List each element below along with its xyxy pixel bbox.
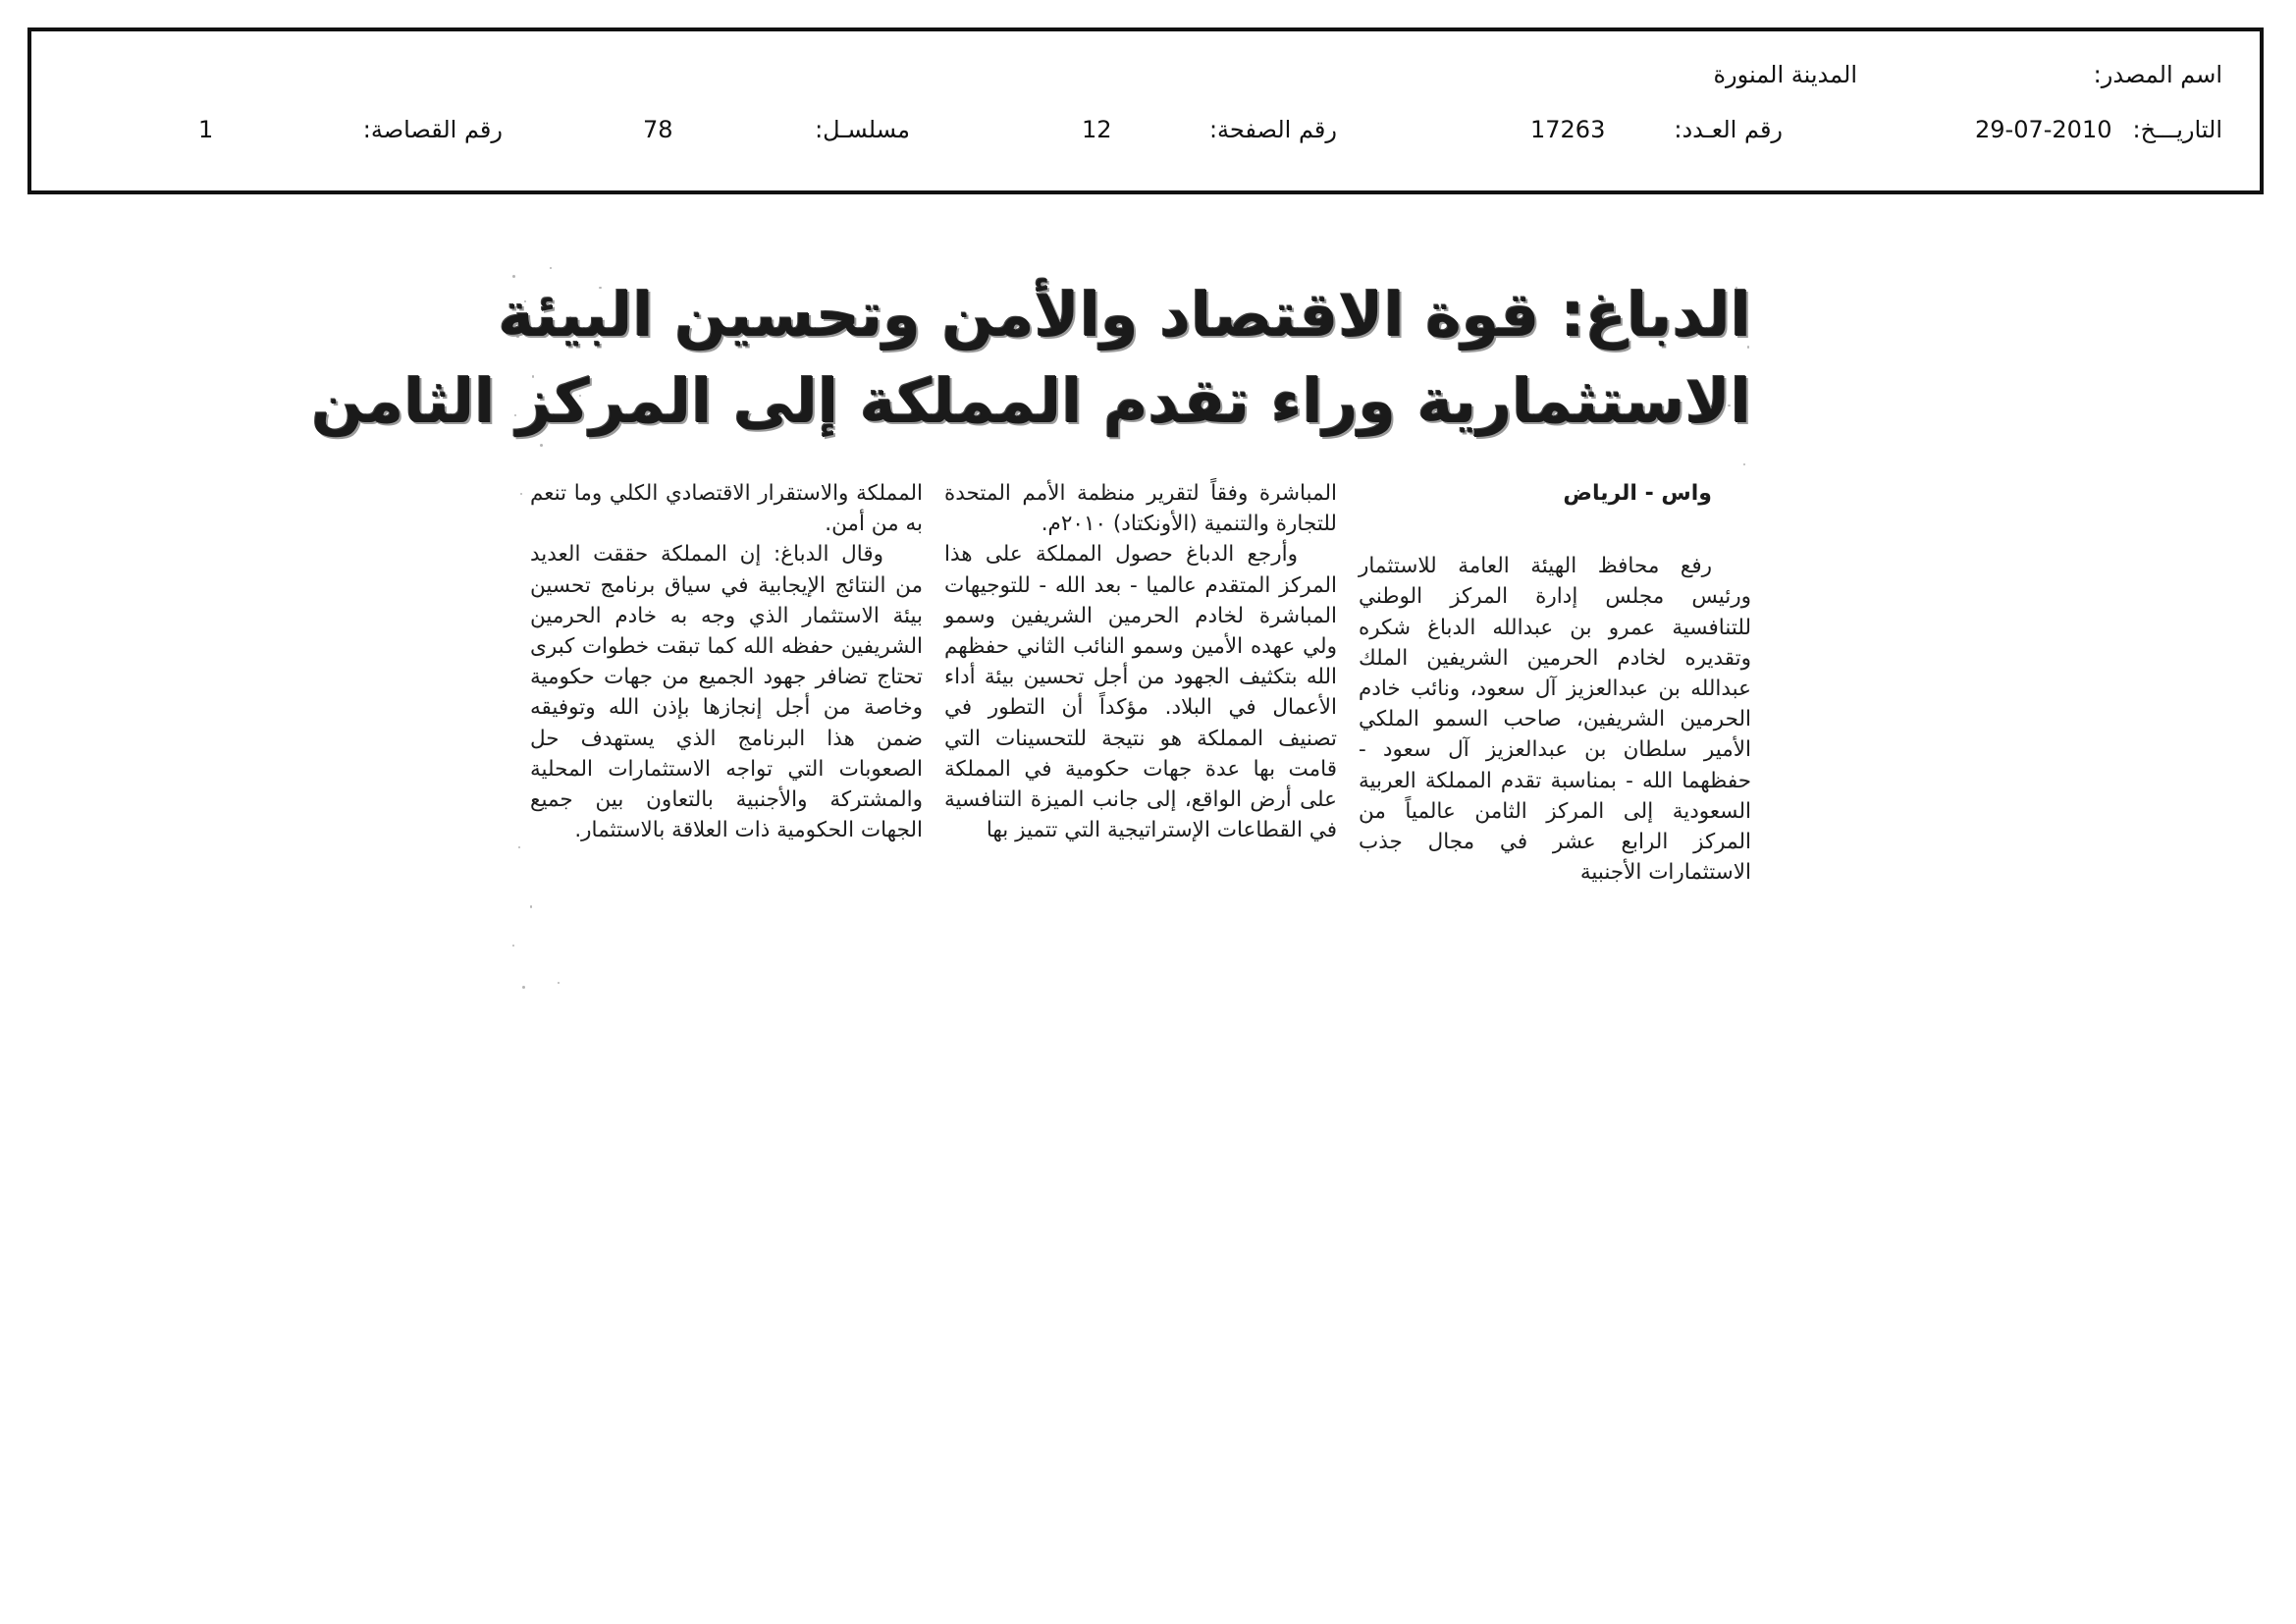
article-paragraph: وأرجع الدباغ حصول المملكة على هذا المركز المتقدم عالميا - بعد الله - للتوجيهات المباشرة لخادم الحرمين الشريفين وسمو ولي عهده الأمين وسمو النائب الثاني حفظهم الله بتكثيف الجهود من أجل تحسين بيئة أداء الأعمال في البلاد. مؤكداً أن التطور في تصنيف المملكة هو نتيجة للتحسينات التي قامت بها عدة جهات حكومية في المملكة على أرض الواقع، إلى جانب الميزة التنافسية في القطاعات الإستراتيجية التي تتميز بها [944,542,1337,843]
scan-speckle [520,493,522,495]
article-column-3 [530,478,923,845]
scan-speckle [530,905,532,908]
newspaper-clipping [311,257,1757,1000]
scan-speckle [558,982,560,984]
scan-speckle [1743,463,1745,465]
scan-speckle [550,267,552,269]
page-label: رقم الصفحة: [1208,116,1337,143]
clip-number-label: رقم القصاصة: [362,116,503,143]
article-paragraph: رفع محافظ الهيئة العامة للاستثمار ورئيس مجلس إدارة المركز الوطني للتنافسية عمرو بن عبدالله الدباغ شكره وتقديره لخادم الحرمين الشريفين الملك عبدالله بن عبدالعزيز آل سعود، ونائب خادم الحرمين الشريفين، صاحب السمو الملكي الأمير سلطان بن عبدالعزيز آل سعود - حفظهما الله - بمناسبة تقدم المملكة العربية السعودية إلى المركز الثامن عالمياً من المركز الرابع عشر في مجال جذب الاستثمارات الأجنبية [1359,554,1751,886]
serial-label: مسلسـل: [815,116,910,143]
headline-line-2: الاستثمارية وراء تقدم المملكة إلى المركز الثامن [311,365,1751,437]
clipping-metadata-box [27,27,2264,194]
article-column-1 [1359,478,1751,888]
clip-number-value: 1 [198,116,214,143]
date-label: التاريـــخ: [2132,116,2222,143]
page-value: 12 [1082,116,1112,143]
scan-speckle [512,275,515,278]
source-label: اسم المصدر: [2093,61,2222,88]
article-column-2 [944,478,1337,845]
scan-speckle [512,945,514,947]
scan-speckle [522,986,525,989]
issue-label: رقم العـدد: [1674,116,1783,143]
article-paragraph: وقال الدباغ: إن المملكة حققت العديد من النتائج الإيجابية في سياق برنامج تحسين بيئة الاستثمار الذي وجه به خادم الحرمين الشريفين حفظه الله كما تبقت خطوات كبرى تحتاج تضافر جهود الجميع من جهات حكومية وخاصة من أجل إنجازها بإذن الله وتوفيقه ضمن هذا البرنامج الذي يستهدف حل الصعوبات التي تواجه الاستثمارات المحلية والمشتركة والأجنبية بالتعاون بين جميع الجهات الحكومية ذات العلاقة بالاستثمار. [530,542,923,843]
article-paragraph: المباشرة وفقاً لتقرير منظمة الأمم المتحدة للتجارة والتنمية (الأونكتاد) ٢٠١٠م. [944,481,1337,537]
dateline: واس - الرياض [1563,481,1712,506]
article-paragraph: المملكة والاستقرار الاقتصادي الكلي وما تنعم به من أمن. [530,481,923,537]
scan-speckle [540,444,543,447]
serial-value: 78 [643,116,673,143]
date-value: 29-07-2010 [1975,116,2112,143]
scan-speckle [518,846,520,848]
issue-value: 17263 [1530,116,1606,143]
source-value: المدينة المنورة [1713,61,1857,88]
headline-line-1: الدباغ: قوة الاقتصاد والأمن وتحسين البيئة [498,279,1751,351]
